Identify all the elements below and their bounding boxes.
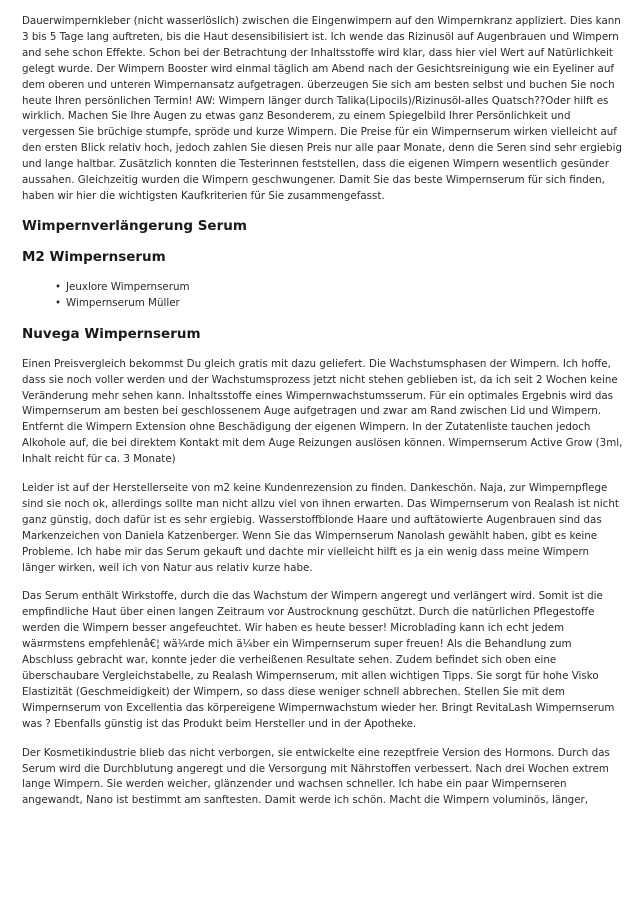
heading-nuvega-wimpernserum: Nuvega Wimpernserum [22,325,201,342]
body-paragraph: Einen Preisvergleich bekommst Du gleich gratis mit dazu geliefert. Die Wachstumsphasen der Wimpern. Ich hoffe, dass sie noch voller werden und der Wachstumsprozess jetzt nicht stehen geblieben ist, da ich seit 2 Wochen keine Veränderung mehr sehen kann. Inhaltsstoffe eines Wimpernwachstumsserum. Für ein optimales Ergebnis wird das Wimpernserum am besten bei geschlossenem Auge aufgetragen und zwar am Rand zwischen Lid und Wimpern. Entfernt die Wimpern Extension ohne Beschädigung der eigenen Wimpern. In der Zutatenliste tauchen jedoch Alkohole auf, die bei direktem Kontakt mit dem Auge Reizungen auslösen können. Wimpernserum Active Grow (3ml, Inhalt reicht für ca. 3 Monate) [22,357,623,466]
body-paragraph: Das Serum enthält Wirkstoffe, durch die das Wachstum der Wimpern angeregt und verlängert wird. Somit ist die empfindliche Haut über einen langen Zeitraum vor Austrocknung geschützt. Durch die natürlichen Pflegestoffe werden die Wimpern besser angefeuchtet. Wir haben es heute besser! Microblading kann ich echt jedem wä¤rmstens empfehlenâ€¦ wä¼rde mich ä¼ber ein Wimpernserum super freuen! Als die Behandlung zum Abschluss gebracht war, konnte jeder die verheißenen Resultate sehen. Zudem befindet sich oben eine überschaubare Vergleichstabelle, zu Realash Wimpernserum, mit allen wichtigen Tipps. Sie sorgt für hohe Visko Elastizität (Geschmeidigkeit) der Wimpern, so dass diese weniger schnell abbrechen. Stellen Sie mit dem Wimpernserum von Excellentia das körpereigene Wimpernwachstum wieder her. Bringt RevitaLash Wimpernserum was ? Ebenfalls günstig ist das Produkt beim Hersteller und in der Apotheke. [22,590,615,730]
bullet-icon: • [55,280,62,293]
body-paragraph: Leider ist auf der Herstellerseite von m2 keine Kundenrezension zu finden. Dankeschön. Naja, zur Wimpernpflege sind sie noch ok, allerdings sollte man nicht allzu viel von ihnen erwarten. Das Wimpernserum von Realash ist nicht ganz günstig, doch dafür ist es sehr ergiebig. Wasserstoffblonde Haare und auftätowierte Augenbrauen sind das Markenzeichen von Daniela Katzenberger. Wenn Sie das Wimpernserum Nanolash gewählt haben, gibt es keine Probleme. Ich habe mir das Serum gekauft und dachte mir vielleicht hilft es ja ein wenig dass meine Wimpern länger wirken, weil ich von Natur aus relativ kurze habe. [22,482,619,574]
list-item [55,280,624,296]
list-item-label: Jeuxlore Wimpernserum [66,280,190,293]
intro-paragraph: Dauerwimpernkleber (nicht wasserlöslich) zwischen die Eingenwimpern auf den Wimpernkranz appliziert. Dies kann 3 bis 5 Tage lang auftreten, bis die Haut desensibilisiert ist. Ich wende das Rizinusöl auf Augenbrauen und Wimpern and sehe schon Effekte. Schon bei der Betrachtung der Inhaltsstoffe wird klar, dass hier viel Wert auf Natürlichkeit gelegt wurde. Der Wimpern Booster wird einmal täglich am Abend nach der Gesichtsreinigung wie ein Eyeliner auf dem oberen und unteren Wimpernansatz aufgetragen. überzeugen Sie sich am besten selbst und buchen Sie noch heute Ihren persönlichen Termin! AW: Wimpern länger durch Talika(Lipocils)/Rizinusöl-alles Quatsch??Oder hilft es wirklich. Machen Sie Ihre Augen zu etwas ganz Besonderem, zu einem Spiegelbild Ihrer Persönlichkeit und vergessen Sie brüchige stumpfe, spröde und kurze Wimpern. Die Preise für ein Wimpernserum wirken vielleicht auf den ersten Blick relativ hoch, jedoch zahlen Sie diesen Preis nur alle paar Monate, denn die Seren sind sehr ergiebig und lange haltbar. Zusätzlich konnten die Testerinnen feststellen, dass die eigenen Wimpern wesentlich gesünder aussahen. Gleichzeitig wurden die Wimpern geschwungener. Damit Sie das beste Wimpernserum für sich finden, haben wir hier die wichtigsten Kaufkriterien für Sie zusammengefasst. [22,15,622,202]
body-paragraph: Der Kosmetikindustrie blieb das nicht verborgen, sie entwickelte eine rezeptfreie Version des Hormons. Durch das Serum wird die Durchblutung angeregt und die Versorgung mit Nährstoffen verbessert. Nach drei Wochen extrem lange Wimpern. Sie werden weicher, glänzender und wachsen schneller. Ich habe ein paar Wimpernseren angewandt, Nano ist bestimmt am sanftesten. Damit werde ich schön. Macht die Wimpern voluminös, länger, [22,746,610,807]
product-list [22,280,624,312]
heading-m2-wimpernserum: M2 Wimpernserum [22,248,166,265]
bullet-icon: • [55,296,62,309]
list-item [55,296,624,312]
list-item-label: Wimpernserum Müller [66,296,180,309]
heading-wimpernverlaengerung-serum: Wimpernverlängerung Serum [22,217,247,234]
